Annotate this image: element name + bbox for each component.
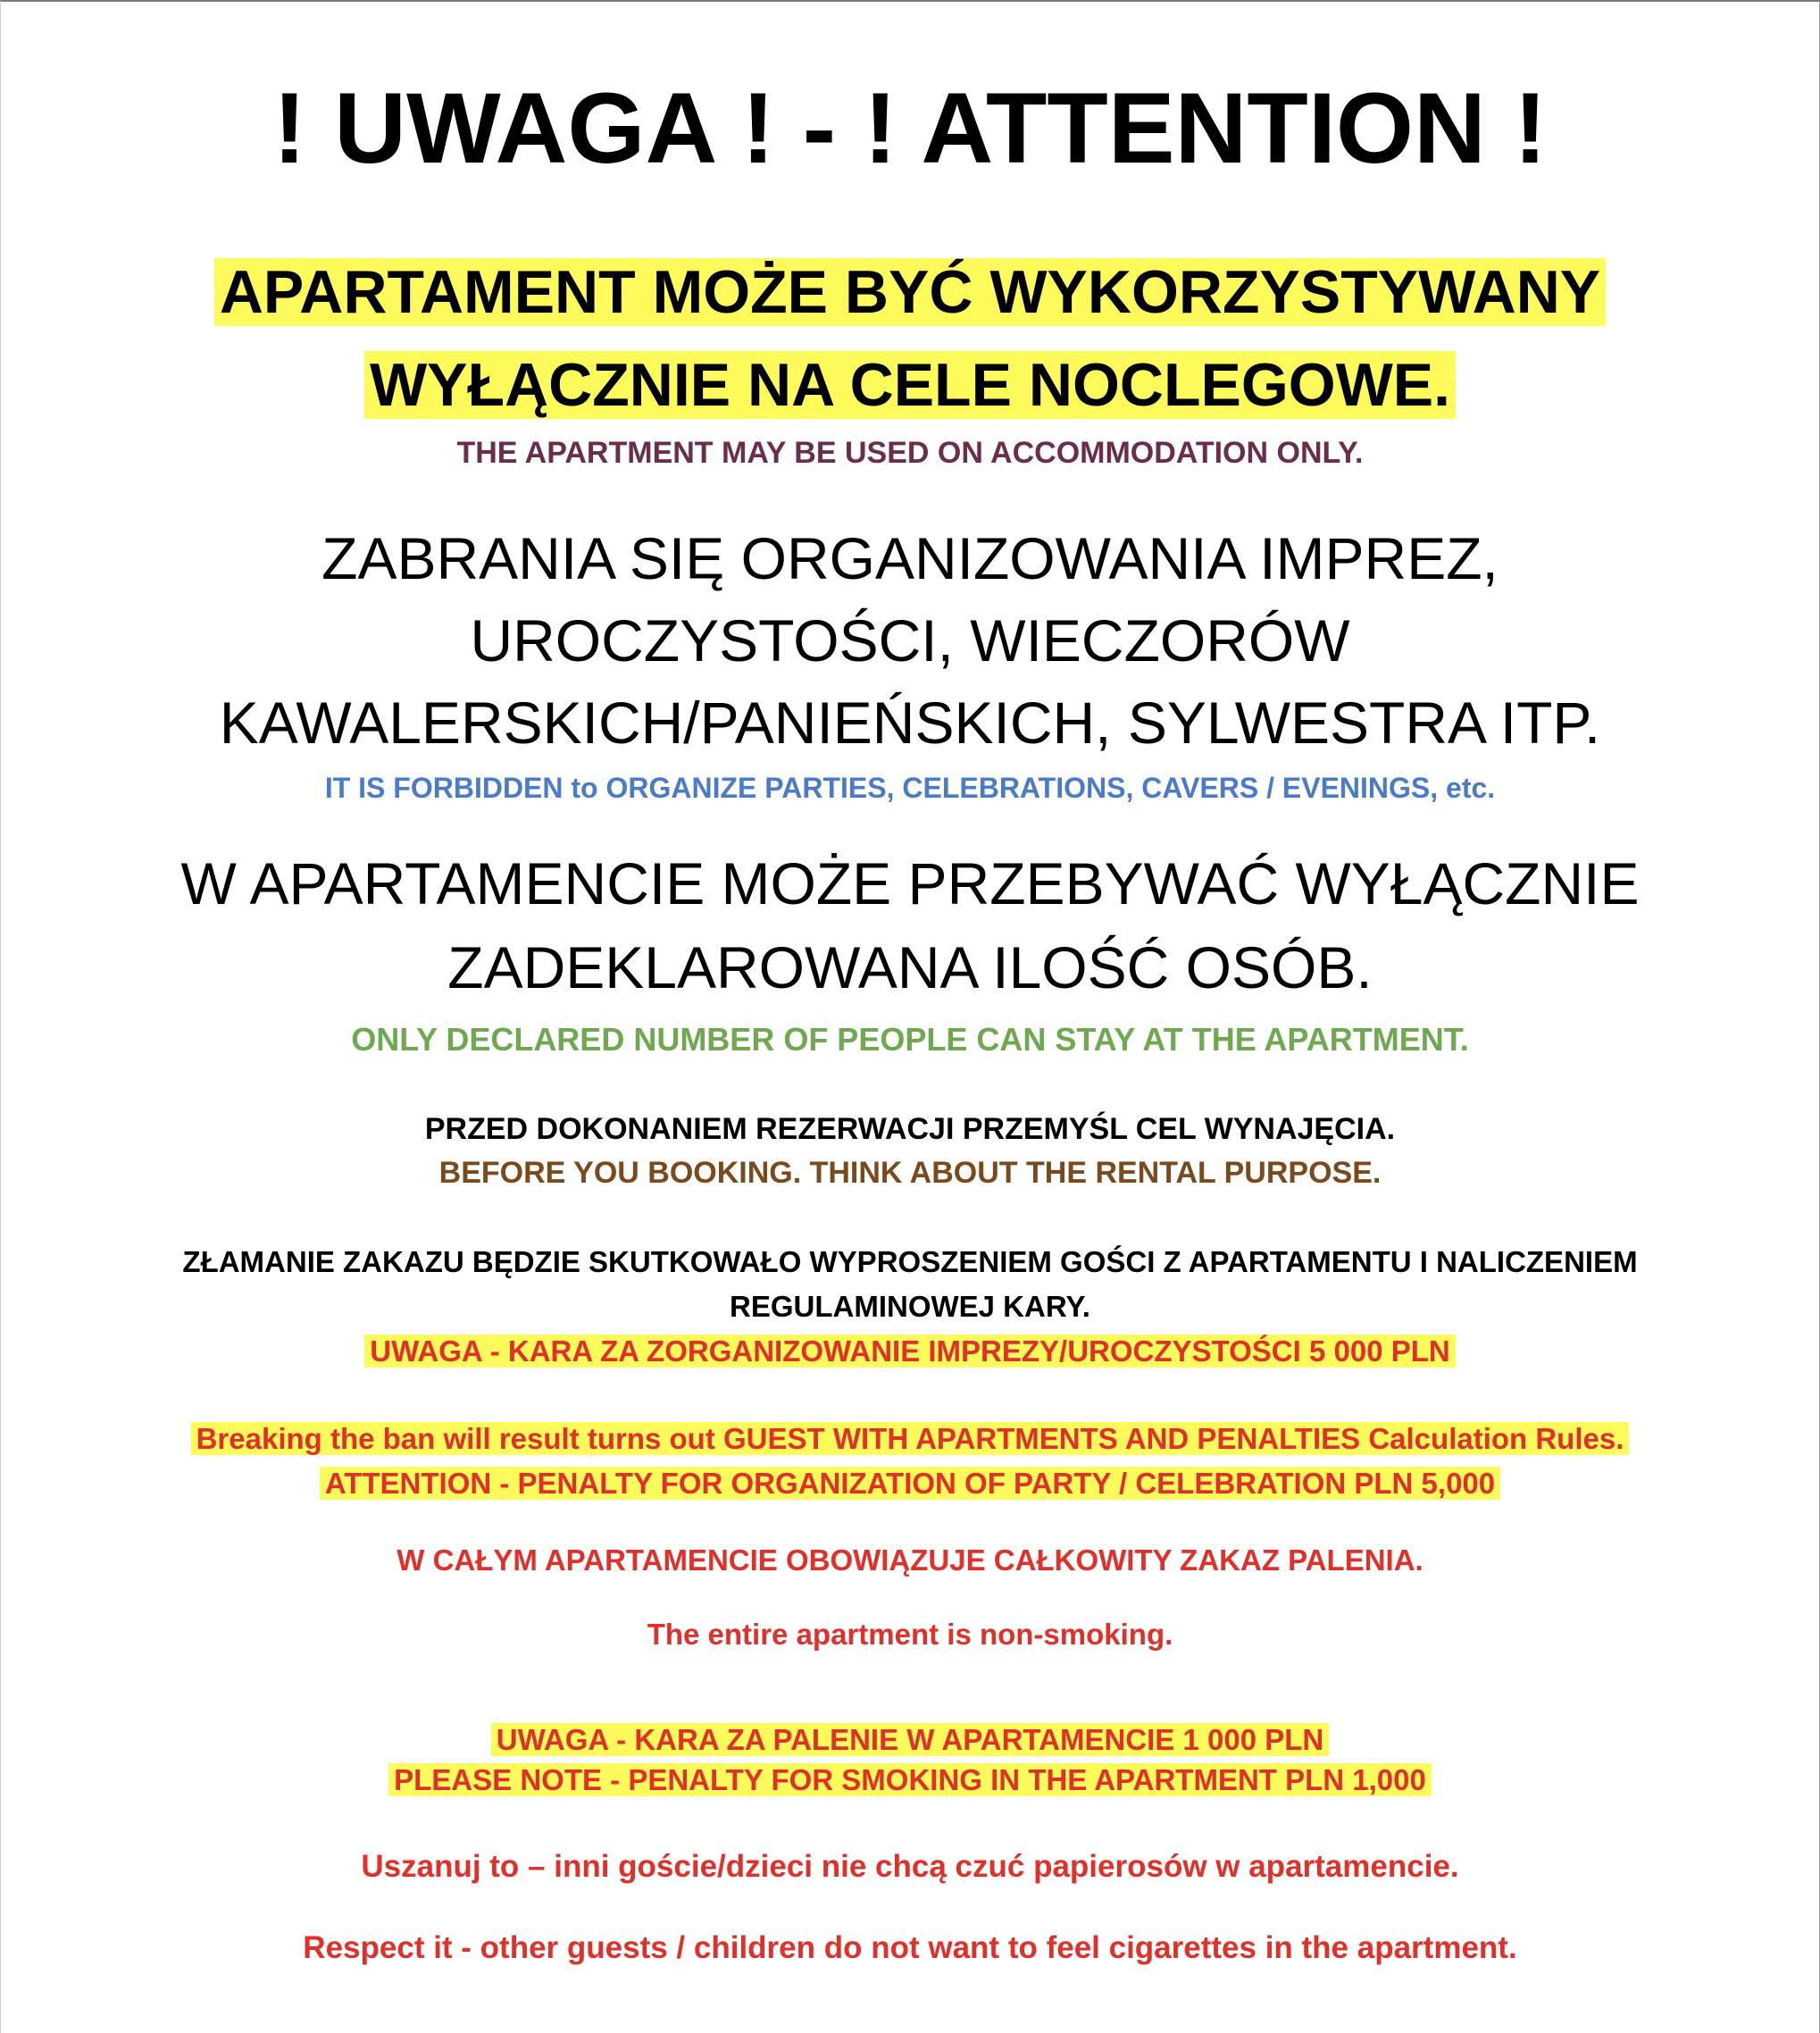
page-title	[0, 71, 1820, 187]
pl-text: UROCZYSTOŚCI, WIECZORÓW	[470, 607, 1350, 673]
party-penalty-pl	[0, 1334, 1820, 1368]
pl-text: W APARTAMENCIE MOŻE PRZEBYWAĆ WYŁĄCZNIE	[180, 850, 1640, 916]
declared-people-en	[0, 1021, 1820, 1058]
pl-text: Uszanuj to – inni goście/dzieci nie chcą czuć papierosów w apartamencie.	[361, 1849, 1459, 1884]
highlight-text: PLEASE NOTE - PENALTY FOR SMOKING IN THE APARTMENT PLN 1,000	[388, 1763, 1432, 1796]
accommodation-only-en	[0, 436, 1820, 471]
accommodation-only-pl-line1	[0, 257, 1820, 327]
pl-text: W CAŁYM APARTAMENCIE OBOWIĄZUJE CAŁKOWITY ZAKAZ PALENIA.	[397, 1544, 1423, 1577]
respect-en	[0, 1930, 1820, 1966]
highlight-text: APARTAMENT MOŻE BYĆ WYKORZYSTYWANY	[214, 258, 1606, 326]
highlight-text: Breaking the ban will result turns out GUEST WITH APARTMENTS AND PENALTIES Calculation Rules.	[191, 1422, 1630, 1455]
ban-consequence-en	[0, 1422, 1820, 1456]
no-parties-pl-line3	[0, 690, 1820, 757]
no-smoking-pl	[0, 1544, 1820, 1577]
highlight-text: UWAGA - KARA ZA ZORGANIZOWANIE IMPREZY/UROCZYSTOŚCI 5 000 PLN	[364, 1334, 1455, 1368]
pl-text: ZABRANIA SIĘ ORGANIZOWANIA IMPREZ,	[321, 525, 1499, 591]
no-parties-en	[0, 772, 1820, 805]
en-text: ONLY DECLARED NUMBER OF PEOPLE CAN STAY AT THE APARTMENT.	[351, 1021, 1469, 1058]
highlight-text: ATTENTION - PENALTY FOR ORGANIZATION OF PARTY / CELEBRATION PLN 5,000	[320, 1467, 1500, 1500]
en-text: Respect it - other guests / children do not want to feel cigarettes in the apartment.	[303, 1930, 1517, 1965]
no-parties-pl-line1	[0, 525, 1820, 593]
rental-purpose-en	[0, 1156, 1820, 1191]
declared-people-pl-line2	[0, 934, 1820, 1002]
smoking-penalty-en	[0, 1763, 1820, 1797]
smoking-penalty-pl	[0, 1723, 1820, 1757]
party-penalty-en	[0, 1467, 1820, 1501]
no-smoking-en	[0, 1618, 1820, 1652]
rental-purpose-pl	[0, 1112, 1820, 1147]
title-text: ! UWAGA ! - ! ATTENTION !	[272, 72, 1548, 184]
highlight-text: WYŁĄCZNIE NA CELE NOCLEGOWE.	[364, 351, 1456, 419]
respect-pl	[0, 1849, 1820, 1885]
ban-consequence-pl-line2	[0, 1290, 1820, 1324]
pl-text: REGULAMINOWEJ KARY.	[730, 1290, 1090, 1323]
declared-people-pl-line1	[0, 850, 1820, 918]
highlight-text: UWAGA - KARA ZA PALENIE W APARTAMENCIE 1 000 PLN	[491, 1723, 1329, 1756]
accommodation-only-pl-line2	[0, 350, 1820, 420]
pl-text: ZŁAMANIE ZAKAZU BĘDZIE SKUTKOWAŁO WYPROSZENIEM GOŚCI Z APARTAMENTU I NALICZENIEM	[182, 1245, 1638, 1278]
en-text: IT IS FORBIDDEN to ORGANIZE PARTIES, CELEBRATIONS, CAVERS / EVENINGS, etc.	[324, 772, 1496, 804]
pl-text: KAWALERSKICH/PANIEŃSKICH, SYLWESTRA ITP.	[219, 690, 1601, 756]
ban-consequence-pl-line1	[0, 1245, 1820, 1279]
pl-text: PRZED DOKONANIEM REZERWACJI PRZEMYŚL CEL WYNAJĘCIA.	[424, 1112, 1396, 1146]
pl-text: ZADEKLAROWANA ILOŚĆ OSÓB.	[447, 934, 1373, 1000]
en-text: BEFORE YOU BOOKING. THINK ABOUT THE RENTAL PURPOSE.	[438, 1156, 1382, 1190]
en-text: The entire apartment is non-smoking.	[647, 1618, 1173, 1651]
no-parties-pl-line2	[0, 607, 1820, 675]
en-text: THE APARTMENT MAY BE USED ON ACCOMMODATION ONLY.	[456, 436, 1364, 470]
